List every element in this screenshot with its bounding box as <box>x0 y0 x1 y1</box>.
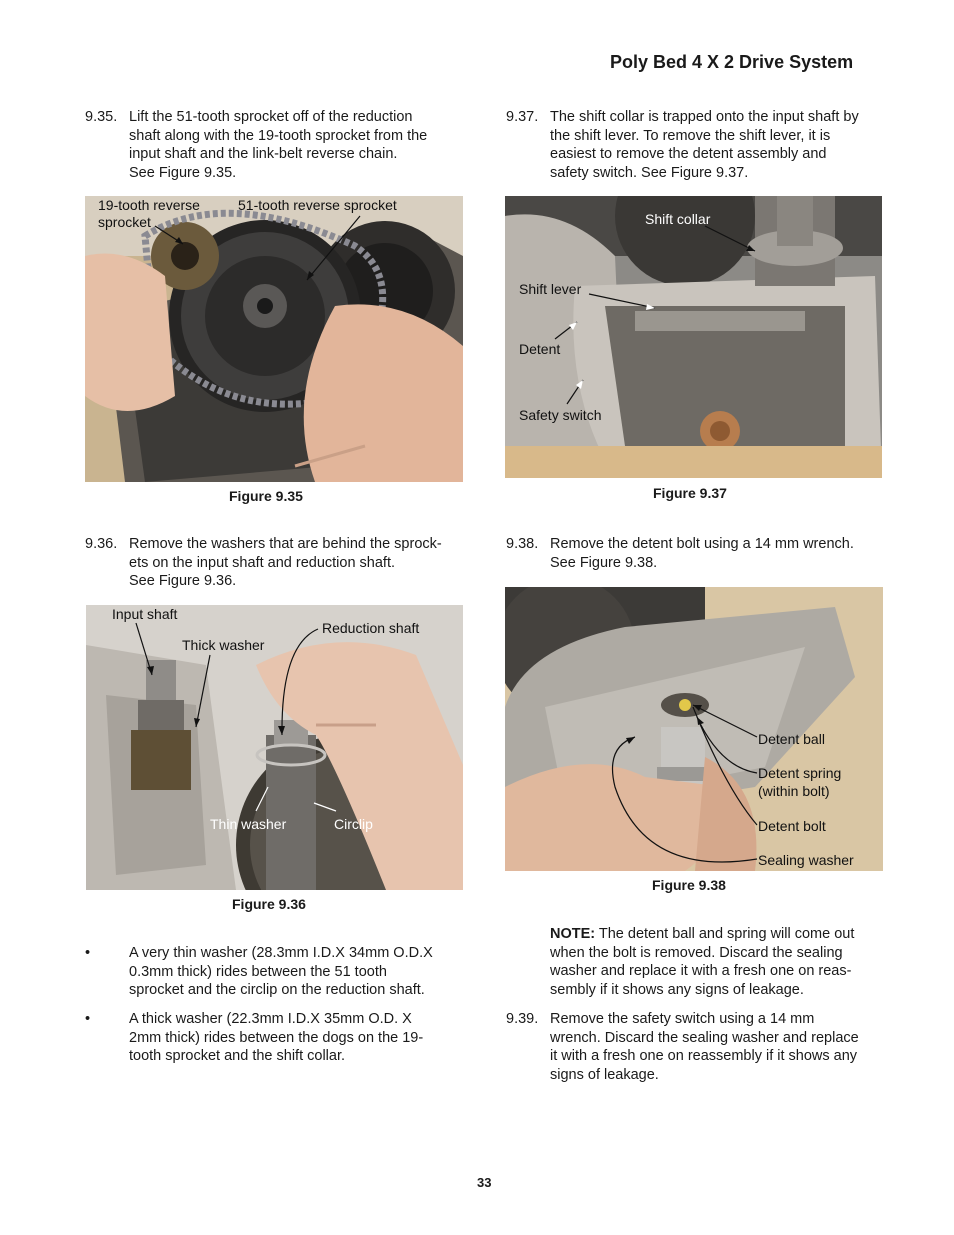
label-shift-lever: Shift lever <box>519 281 582 297</box>
bullet-text <box>129 944 433 1000</box>
text-line: ets on the input shaft and reduction shaft. <box>129 554 396 571</box>
label-thick-washer: Thick washer <box>182 637 265 653</box>
label-51-tooth-sprocket: 51-tooth reverse sprocket <box>238 197 397 213</box>
step-9-35 <box>85 108 485 184</box>
step-text <box>550 1010 859 1084</box>
text-line: it with a fresh one on reassembly if it shows any <box>550 1048 858 1064</box>
label-thin-washer: Thin washer <box>210 816 287 832</box>
step-9-36 <box>85 535 485 593</box>
bullet-mark: • <box>85 945 91 961</box>
note-text: The detent ball and spring will come out <box>595 926 855 942</box>
text-line: shaft along with the 19-tooth sprocket from the <box>129 127 428 144</box>
label-detent: Detent <box>519 341 561 357</box>
text-line: See Figure 9.38. <box>550 554 658 571</box>
text-line: See Figure 9.35. <box>129 164 237 181</box>
bullet-thin-washer <box>85 944 485 1002</box>
figure-9-36-photo <box>86 605 463 890</box>
text-line: the shift lever. To remove the shift lever, it is <box>550 127 831 144</box>
step-number: 9.39. <box>506 1011 539 1027</box>
text-line: signs of leakage. <box>550 1066 659 1083</box>
text-line: Remove the washers that are behind the sprock- <box>129 536 442 552</box>
text-line: 0.3mm thick) rides between the 51 tooth <box>129 963 387 980</box>
bullet-mark: • <box>85 1011 91 1027</box>
label-shift-collar: Shift collar <box>645 211 711 227</box>
step-text <box>129 108 427 182</box>
label-reduction-shaft: Reduction shaft <box>322 620 420 636</box>
step-text <box>550 535 854 572</box>
note-first-line <box>550 925 890 944</box>
text-line: Remove the detent bolt using a 14 mm wrench. <box>550 536 854 552</box>
text-line: Remove the safety switch using a 14 mm <box>550 1011 815 1027</box>
figure-9-35-leaders <box>85 196 463 482</box>
step-number: 9.37. <box>506 109 539 125</box>
label-circlip: Circlip <box>334 816 373 832</box>
figure-9-37-leaders <box>505 196 882 478</box>
step-number: 9.38. <box>506 536 539 552</box>
step-9-39 <box>506 1010 906 1086</box>
text-line: See Figure 9.36. <box>129 573 237 589</box>
text-line: 2mm thick) rides between the dogs on the 19- <box>129 1029 424 1046</box>
text-line: when the bolt is removed. Discard the sealing <box>550 944 843 961</box>
note-label: NOTE: <box>550 926 596 942</box>
label-19-tooth-sprocket-a: 19-tooth reverse <box>98 197 200 213</box>
label-detent-ball: Detent ball <box>758 731 825 747</box>
bullet-text <box>129 1010 423 1066</box>
note-block <box>550 925 890 1001</box>
label-detent-bolt: Detent bolt <box>758 818 826 834</box>
bullet-thick-washer <box>85 1010 485 1068</box>
label-detent-spring-a: Detent spring <box>758 765 842 781</box>
step-9-38 <box>506 535 906 575</box>
figure-9-38-photo <box>505 587 883 871</box>
figure-9-35-photo <box>85 196 463 482</box>
figure-9-36-leaders <box>86 605 463 890</box>
text-line: easiest to remove the detent assembly and <box>550 146 827 162</box>
label-detent-spring-b: (within bolt) <box>758 783 830 799</box>
page-number: 33 <box>477 1175 492 1190</box>
figure-9-35-caption: Figure 9.35 <box>229 488 303 504</box>
label-input-shaft: Input shaft <box>112 606 178 622</box>
figure-9-38-leaders <box>505 587 883 871</box>
figure-9-38-caption: Figure 9.38 <box>652 877 726 893</box>
text-line: sprocket and the circlip on the reduction shaft. <box>129 982 425 998</box>
text-line: safety switch. See Figure 9.37. <box>550 164 749 181</box>
label-sealing-washer: Sealing washer <box>758 852 854 868</box>
text-line: sembly if it shows any signs of leakage. <box>550 981 804 998</box>
text-line: input shaft and the link-belt reverse chain. <box>129 146 398 162</box>
step-text <box>550 108 859 182</box>
label-safety-switch: Safety switch <box>519 407 602 423</box>
text-line: A very thin washer (28.3mm I.D.X 34mm O.D.X <box>129 945 433 961</box>
step-number: 9.36. <box>85 536 118 552</box>
page-header-title: Poly Bed 4 X 2 Drive System <box>610 52 854 72</box>
figure-9-37-caption: Figure 9.37 <box>653 485 727 501</box>
text-line: washer and replace it with a fresh one on reas- <box>550 963 852 979</box>
text-line: Lift the 51-tooth sprocket off of the reduction <box>129 109 413 125</box>
step-number: 9.35. <box>85 109 118 125</box>
text-line: A thick washer (22.3mm I.D.X 35mm O.D. X <box>129 1011 412 1027</box>
text-line: The shift collar is trapped onto the input shaft by <box>550 109 859 125</box>
text-line: wrench. Discard the sealing washer and replace <box>550 1029 859 1046</box>
step-text <box>129 535 442 591</box>
figure-9-37-photo <box>505 196 882 478</box>
label-19-tooth-sprocket-b: sprocket <box>98 214 151 230</box>
figure-9-36-caption: Figure 9.36 <box>232 896 306 912</box>
step-9-37 <box>506 108 906 184</box>
text-line: tooth sprocket and the shift collar. <box>129 1048 346 1064</box>
